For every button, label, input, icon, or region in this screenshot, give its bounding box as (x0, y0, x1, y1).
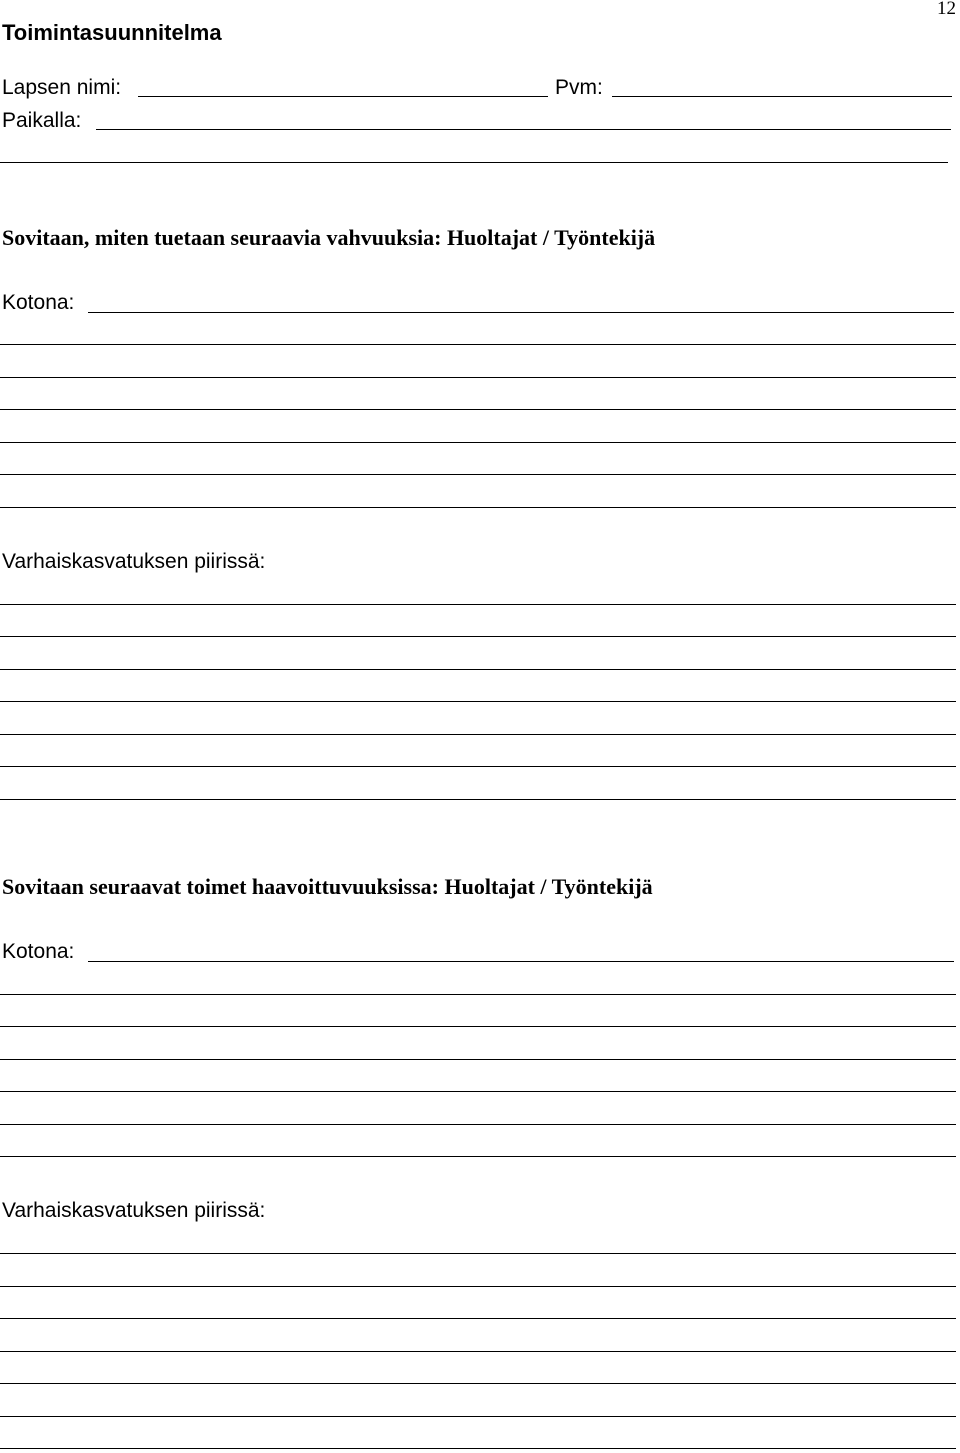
section2-ecec-label: Varhaiskasvatuksen piirissä: (2, 1199, 266, 1222)
section2-home-line-3[interactable] (0, 1026, 956, 1027)
section1-ecec-line-3[interactable] (0, 669, 956, 670)
section1-home-line-7[interactable] (0, 507, 956, 508)
child-name-label: Lapsen nimi: (2, 76, 122, 99)
section2-home-line-1[interactable] (88, 961, 954, 962)
section2-home-line-2[interactable] (0, 994, 956, 995)
section2-ecec-line-6[interactable] (0, 1416, 956, 1417)
section1-ecec-line-6[interactable] (0, 766, 956, 767)
section1-ecec-line-1[interactable] (0, 604, 956, 605)
page-number: 12 (937, 0, 956, 19)
section2-home-line-4[interactable] (0, 1059, 956, 1060)
section1-home-line-4[interactable] (0, 409, 956, 410)
section2-home-line-5[interactable] (0, 1091, 956, 1092)
section2-home-line-6[interactable] (0, 1124, 956, 1125)
place-label: Paikalla: (2, 109, 82, 132)
page-title: Toimintasuunnitelma (2, 20, 222, 45)
section2-ecec-line-7[interactable] (0, 1448, 956, 1449)
section1-home-line-3[interactable] (0, 377, 956, 378)
section1-home-line-6[interactable] (0, 474, 956, 475)
section1-ecec-line-7[interactable] (0, 799, 956, 800)
section1-home-label: Kotona: (2, 291, 75, 314)
place-field-line-2[interactable] (0, 162, 948, 163)
section1-home-line-1[interactable] (88, 312, 954, 313)
place-field[interactable] (96, 129, 951, 130)
section1-ecec-label: Varhaiskasvatuksen piirissä: (2, 550, 266, 573)
section1-ecec-line-4[interactable] (0, 701, 956, 702)
section1-heading: Sovitaan, miten tuetaan seuraavia vahvuuksia: Huoltajat / Työntekijä (2, 225, 656, 250)
section2-ecec-line-2[interactable] (0, 1286, 956, 1287)
section1-home-line-5[interactable] (0, 442, 956, 443)
section1-ecec-line-5[interactable] (0, 734, 956, 735)
section2-heading: Sovitaan seuraavat toimet haavoittuvuuksissa: Huoltajat / Työntekijä (2, 874, 653, 899)
section2-ecec-line-1[interactable] (0, 1253, 956, 1254)
child-name-field[interactable] (138, 96, 548, 97)
section2-ecec-line-5[interactable] (0, 1383, 956, 1384)
section2-home-label: Kotona: (2, 940, 75, 963)
section2-home-line-7[interactable] (0, 1156, 956, 1157)
section2-ecec-line-3[interactable] (0, 1318, 956, 1319)
section2-ecec-line-4[interactable] (0, 1351, 956, 1352)
date-label: Pvm: (555, 76, 603, 99)
date-field[interactable] (612, 96, 952, 97)
section1-home-line-2[interactable] (0, 344, 956, 345)
section1-ecec-line-2[interactable] (0, 636, 956, 637)
